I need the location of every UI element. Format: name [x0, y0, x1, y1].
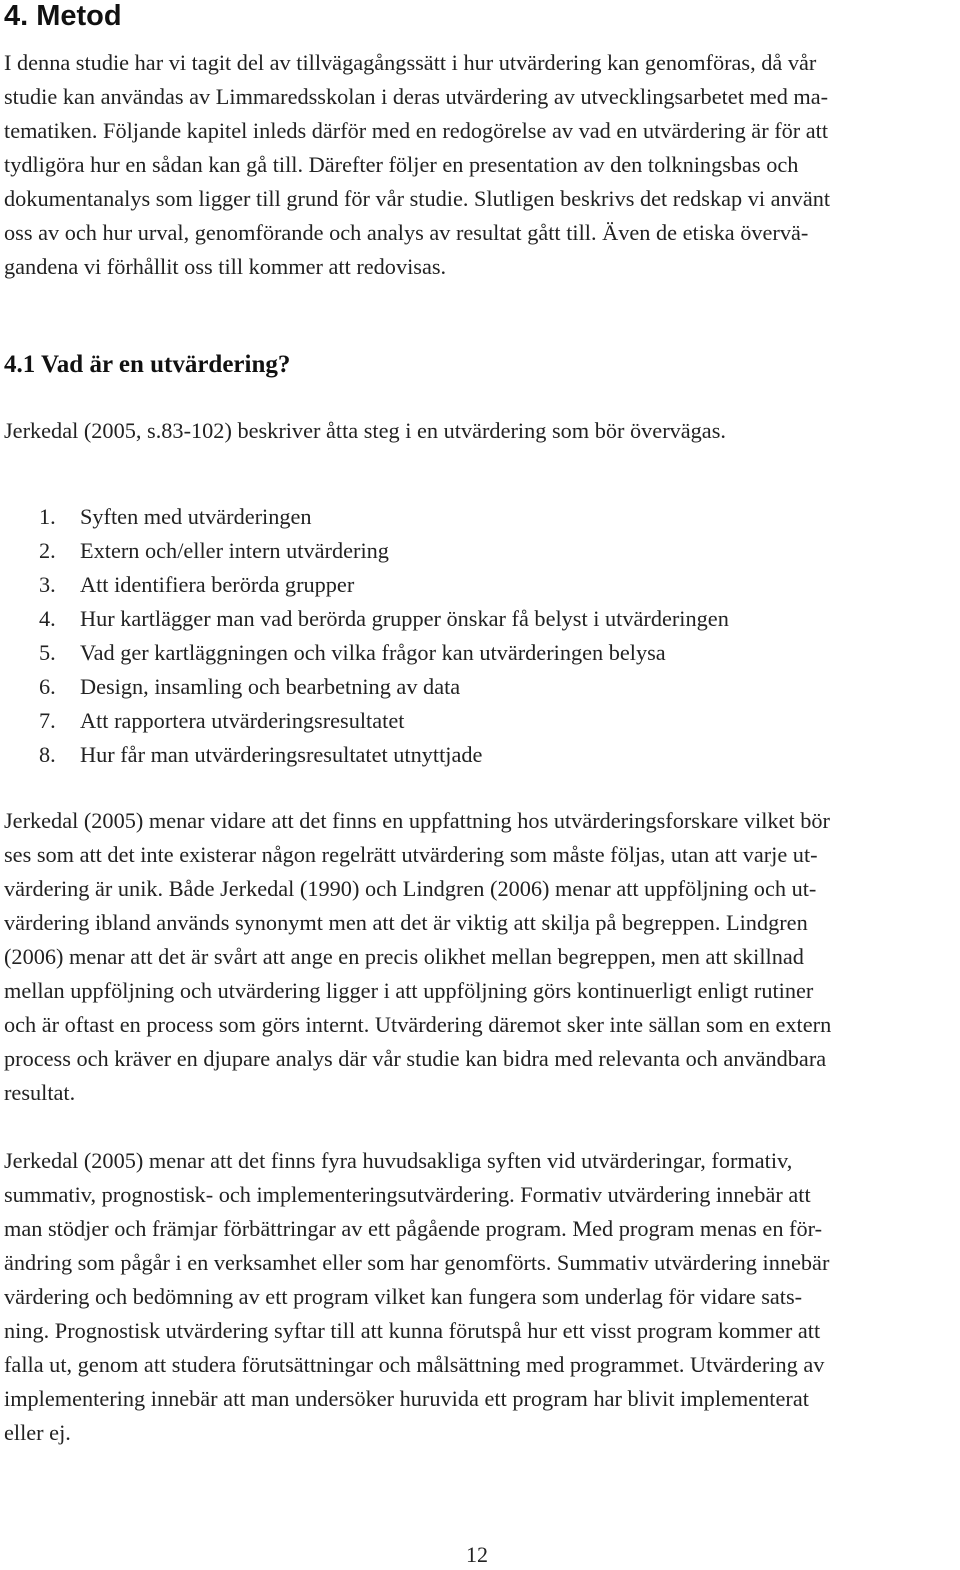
- intro-line: studie kan användas av Limmaredsskolan i deras utvärdering av utvecklingsarbetet med ma-: [4, 84, 829, 109]
- paragraph-line: och är oftast en process som görs internt. Utvärdering däremot sker inte sällan som en extern: [4, 1012, 832, 1037]
- list-number: 3.: [39, 572, 56, 597]
- list-number: 2.: [39, 538, 56, 563]
- list-number: 6.: [39, 674, 56, 699]
- list-text: Syften med utvärderingen: [80, 504, 312, 529]
- list-number: 5.: [39, 640, 56, 665]
- list-text: Vad ger kartläggningen och vilka frågor kan utvärderingen belysa: [80, 640, 666, 665]
- section-heading: 4. Metod: [4, 0, 122, 32]
- list-text: Hur kartlägger man vad berörda grupper önskar få belyst i utvärderingen: [80, 606, 729, 631]
- list-text: Extern och/eller intern utvärdering: [80, 538, 389, 563]
- paragraph-line: man stödjer och främjar förbättringar av ett pågående program. Med program menas en för-: [4, 1216, 823, 1241]
- paragraph-line: implementering innebär att man undersöker huruvida ett program har blivit implementerat: [4, 1386, 809, 1411]
- intro-line: tematiken. Följande kapitel inleds därför med en redogörelse av vad en utvärdering är för att: [4, 118, 829, 143]
- paragraph-line: eller ej.: [4, 1420, 71, 1445]
- paragraph-line: ändring som pågår i en verksamhet eller som har genomförts. Summativ utvärdering innebär: [4, 1250, 830, 1275]
- paragraph-line: (2006) menar att det är svårt att ange en precis olikhet mellan begreppen, men att skillnad: [4, 944, 804, 969]
- intro-line: oss av och hur urval, genomförande och analys av resultat gått till. Även de etiska övervä-: [4, 220, 809, 245]
- page-number: 12: [466, 1542, 488, 1567]
- list-number: 4.: [39, 606, 56, 631]
- list-text: Att rapportera utvärderingsresultatet: [80, 708, 405, 733]
- paragraph-line: Jerkedal (2005) menar vidare att det finns en uppfattning hos utvärderingsforskare vilket bör: [4, 808, 830, 833]
- paragraph-line: summativ, prognostisk- och implementeringsutvärdering. Formativ utvärdering innebär att: [4, 1182, 811, 1207]
- intro-line: I denna studie har vi tagit del av tillvägagångssätt i hur utvärdering kan genomföras, då vår: [4, 50, 817, 75]
- list-number: 1.: [39, 504, 56, 529]
- paragraph-line: process och kräver en djupare analys där vår studie kan bidra med relevanta och användbara: [4, 1046, 827, 1071]
- intro-line: gandena vi förhållit oss till kommer att redovisas.: [4, 254, 447, 279]
- paragraph-line: värdering är unik. Både Jerkedal (1990) och Lindgren (2006) menar att uppföljning och ut-: [4, 876, 817, 901]
- list-number: 7.: [39, 708, 56, 733]
- subsection-heading: 4.1 Vad är en utvärdering?: [4, 351, 291, 378]
- paragraph-line: värdering ibland används synonymt men att det är viktig att skilja på begreppen. Lindgren: [4, 910, 808, 935]
- list-number: 8.: [39, 742, 56, 767]
- list-text: Design, insamling och bearbetning av data: [80, 674, 461, 699]
- paragraph-line: värdering och bedömning av ett program vilket kan fungera som underlag för vidare sats-: [4, 1284, 803, 1309]
- paragraph-line: falla ut, genom att studera förutsättningar och målsättning med programmet. Utvärdering av: [4, 1352, 825, 1377]
- intro-line: dokumentanalys som ligger till grund för vår studie. Slutligen beskrivs det redskap vi använt: [4, 186, 831, 211]
- intro-line: tydligöra hur en sådan kan gå till. Därefter följer en presentation av den tolkningsbas och: [4, 152, 799, 177]
- paragraph-line: Jerkedal (2005) menar att det finns fyra huvudsakliga syften vid utvärderingar, formativ,: [4, 1148, 793, 1173]
- paragraph-line: mellan uppföljning och utvärdering ligger i att uppföljning görs kontinuerligt enligt rutiner: [4, 978, 814, 1003]
- paragraph-line: ses som att det inte existerar någon regelrätt utvärdering som måste följas, utan att varje ut-: [4, 842, 818, 867]
- list-text: Att identifiera berörda grupper: [80, 572, 355, 597]
- lead-sentence: Jerkedal (2005, s.83-102) beskriver åtta steg i en utvärdering som bör övervägas.: [4, 418, 726, 443]
- paragraph-line: resultat.: [4, 1080, 76, 1105]
- paragraph-line: ning. Prognostisk utvärdering syftar till att kunna förutspå hur ett visst program kommer att: [4, 1318, 821, 1343]
- list-text: Hur får man utvärderingsresultatet utnyttjade: [80, 742, 483, 767]
